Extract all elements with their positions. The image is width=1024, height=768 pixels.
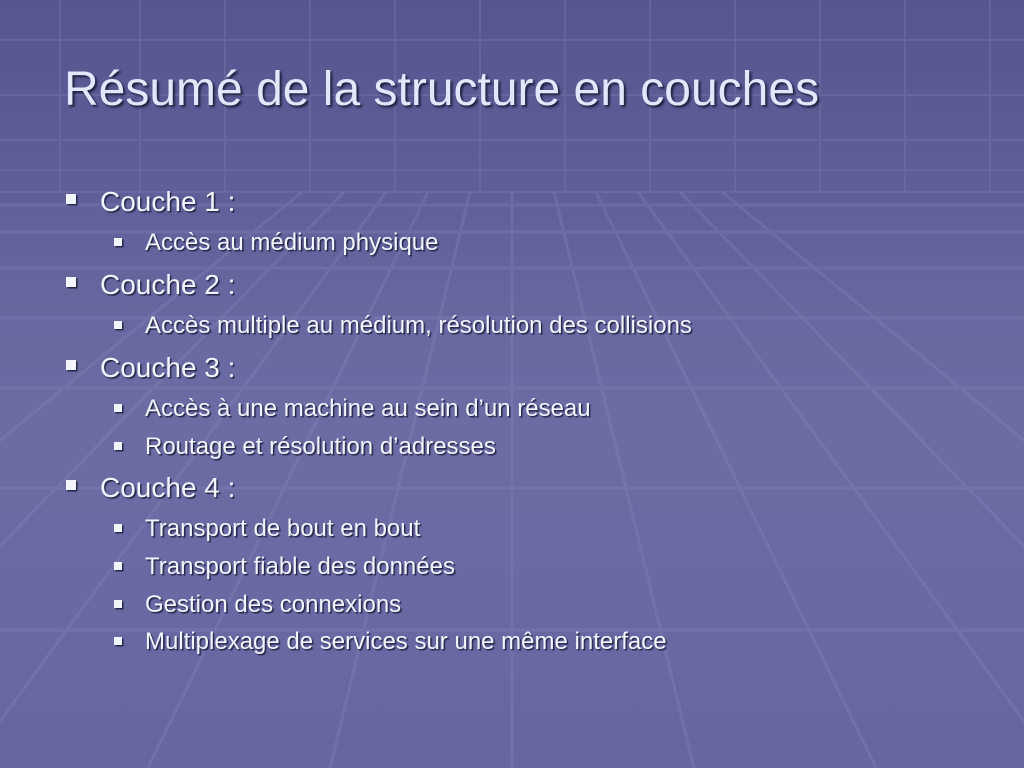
small-square-bullet-icon bbox=[114, 404, 122, 412]
square-bullet-icon bbox=[66, 360, 76, 370]
square-bullet-icon bbox=[66, 480, 76, 490]
subbullet-couche-3-1: Accès à une machine au sein d’un réseau bbox=[145, 395, 591, 422]
bullet-couche-1: Couche 1 : bbox=[100, 186, 236, 217]
bullet-couche-2: Couche 2 : bbox=[100, 269, 236, 300]
square-bullet-icon bbox=[66, 194, 76, 204]
subbullet-couche-4-4: Multiplexage de services sur une même interface bbox=[145, 628, 667, 655]
subbullet-couche-4-2: Transport fiable des données bbox=[145, 553, 455, 580]
small-square-bullet-icon bbox=[114, 321, 122, 329]
square-bullet-icon bbox=[66, 277, 76, 287]
subbullet-couche-1-1: Accès au médium physique bbox=[145, 229, 439, 256]
small-square-bullet-icon bbox=[114, 442, 122, 450]
small-square-bullet-icon bbox=[114, 562, 122, 570]
subbullet-couche-4-1: Transport de bout en bout bbox=[145, 515, 421, 542]
small-square-bullet-icon bbox=[114, 238, 122, 246]
bullet-couche-4: Couche 4 : bbox=[100, 472, 236, 503]
subbullet-couche-2-1: Accès multiple au médium, résolution des collisions bbox=[145, 312, 692, 339]
small-square-bullet-icon bbox=[114, 524, 122, 532]
small-square-bullet-icon bbox=[114, 637, 122, 645]
subbullet-couche-4-3: Gestion des connexions bbox=[145, 591, 402, 618]
small-square-bullet-icon bbox=[114, 600, 122, 608]
slide-title: Résumé de la structure en couches bbox=[64, 63, 820, 116]
subbullet-couche-3-2: Routage et résolution d’adresses bbox=[145, 433, 496, 460]
bullet-couche-3: Couche 3 : bbox=[100, 352, 236, 383]
